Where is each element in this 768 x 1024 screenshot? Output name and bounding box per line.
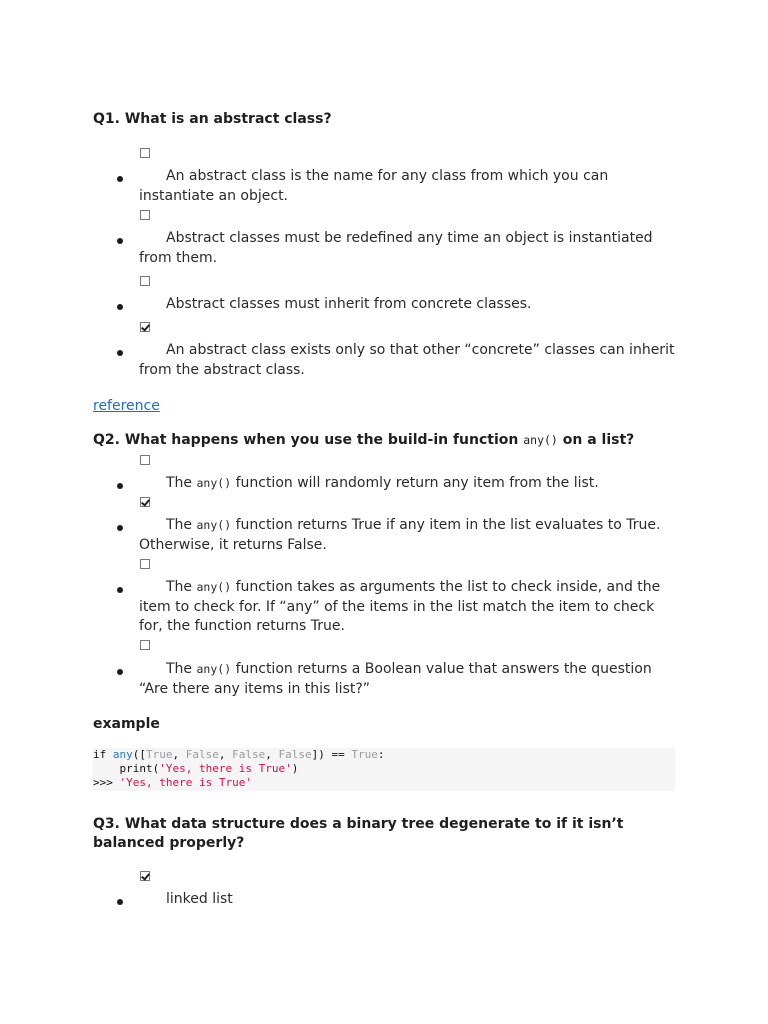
reference-link[interactable]: reference bbox=[93, 398, 160, 414]
q1-option-4: An abstract class exists only so that other “concrete” classes can inherit from the abstract class. bbox=[139, 342, 675, 378]
q2-option-3: The any() function takes as arguments the list to check inside, and the item to check for. If “any” of the items in the list match the item to check for, the function returns True. bbox=[139, 579, 661, 634]
bullet bbox=[117, 304, 123, 310]
q3-option-1-checkbox[interactable] bbox=[140, 871, 150, 881]
bullet bbox=[117, 238, 123, 244]
bullet bbox=[117, 525, 123, 531]
q3-option-1: linked list bbox=[166, 891, 233, 907]
q2-option-1: The any() function will randomly return any item from the list. bbox=[166, 475, 599, 491]
q2-option-2: The any() function returns True if any item in the list evaluates to True. Otherwise, it returns False. bbox=[139, 517, 661, 553]
q2-option-3-checkbox[interactable] bbox=[140, 559, 150, 569]
question-3-title: Q3. What data structure does a binary tree degenerate to if it isn’t balanced properly? bbox=[93, 816, 624, 851]
q2-option-4: The any() function returns a Boolean value that answers the question “Are there any items in this list?” bbox=[139, 661, 652, 697]
bullet bbox=[117, 483, 123, 489]
q2-option-2-checkbox[interactable] bbox=[140, 497, 150, 507]
bullet bbox=[117, 176, 123, 182]
example-label: example bbox=[93, 716, 160, 732]
question-2-title: Q2. What happens when you use the build-in function any() on a list? bbox=[93, 432, 635, 448]
q2-option-4-checkbox[interactable] bbox=[140, 640, 150, 650]
q1-option-3-checkbox[interactable] bbox=[140, 276, 150, 286]
bullet bbox=[117, 899, 123, 905]
q1-option-1: An abstract class is the name for any class from which you can instantiate an object. bbox=[139, 168, 609, 204]
bullet bbox=[117, 587, 123, 593]
q1-option-2-checkbox[interactable] bbox=[140, 210, 150, 220]
code-block: if any([True, False, False, False]) == True: print('Yes, there is True') >>> 'Yes, there is True' bbox=[93, 748, 675, 791]
q2-option-1-checkbox[interactable] bbox=[140, 455, 150, 465]
q1-option-3: Abstract classes must inherit from concrete classes. bbox=[166, 296, 532, 312]
inline-code: any() bbox=[523, 433, 558, 447]
q1-option-2: Abstract classes must be redefined any time an object is instantiated from them. bbox=[139, 230, 653, 266]
q1-option-1-checkbox[interactable] bbox=[140, 148, 150, 158]
q1-option-4-checkbox[interactable] bbox=[140, 322, 150, 332]
bullet bbox=[117, 669, 123, 675]
bullet bbox=[117, 350, 123, 356]
question-1-title: Q1. What is an abstract class? bbox=[93, 111, 332, 127]
